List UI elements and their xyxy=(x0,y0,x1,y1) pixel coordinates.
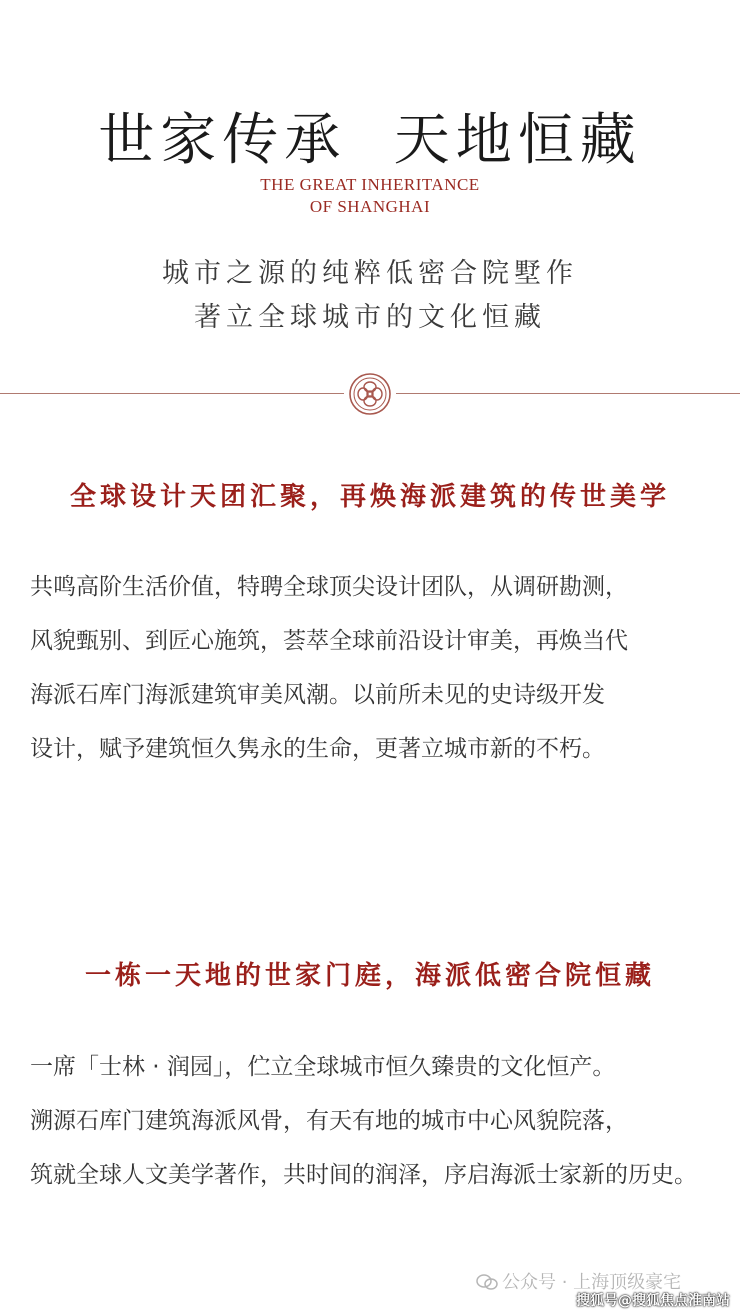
section-1-heading: 全球设计天团汇聚，再焕海派建筑的传世美学 xyxy=(69,482,670,512)
paragraph-line: 一席「士林 · 润园」，伫立全球城市恒久臻贵的文化恒产。 xyxy=(30,1054,616,1080)
paragraph-line: 溯源石库门建筑海派风骨，有天有地的城市中心风貌院落， xyxy=(30,1108,628,1134)
tagline-line-2: 著立全球城市的文化恒藏 xyxy=(194,302,546,333)
wechat-icon xyxy=(476,1274,498,1290)
wechat-watermark-text: 公众号 · 上海顶级豪宅 xyxy=(502,1272,682,1293)
tagline xyxy=(0,252,740,340)
paragraph-line: 海派石库门海派建筑审美风潮。以前所未见的史诗级开发 xyxy=(30,682,605,708)
paragraph-line: 设计，赋予建筑恒久隽永的生命，更著立城市新的不朽。 xyxy=(30,736,605,762)
paragraph-line: 风貌甄别、到匠心施筑，荟萃全球前沿设计审美，再焕当代 xyxy=(30,628,628,654)
ornament-emblem-icon xyxy=(348,372,392,416)
english-subtitle-line-1: THE GREAT INHERITANCE xyxy=(260,175,480,194)
divider-right xyxy=(396,393,740,394)
tagline-line-1: 城市之源的纯粹低密合院墅作 xyxy=(162,258,578,289)
page-title: 世家传承 天地恒藏 xyxy=(98,108,642,173)
section-2-paragraph xyxy=(30,1040,720,1202)
sohu-watermark: 搜狐号@搜狐焦点淮南站 xyxy=(576,1293,730,1309)
divider-left xyxy=(0,393,344,394)
english-subtitle xyxy=(0,174,740,218)
section-1-paragraph xyxy=(30,560,720,776)
paragraph-line: 筑就全球人文美学著作，共时间的润泽，序启海派士家新的历史。 xyxy=(30,1162,697,1188)
english-subtitle-line-2: OF SHANGHAI xyxy=(309,197,431,216)
paragraph-line: 共鸣高阶生活价值，特聘全球顶尖设计团队，从调研勘测， xyxy=(30,574,628,600)
section-2-heading: 一栋一天地的世家门庭，海派低密合院恒藏 xyxy=(84,961,655,991)
